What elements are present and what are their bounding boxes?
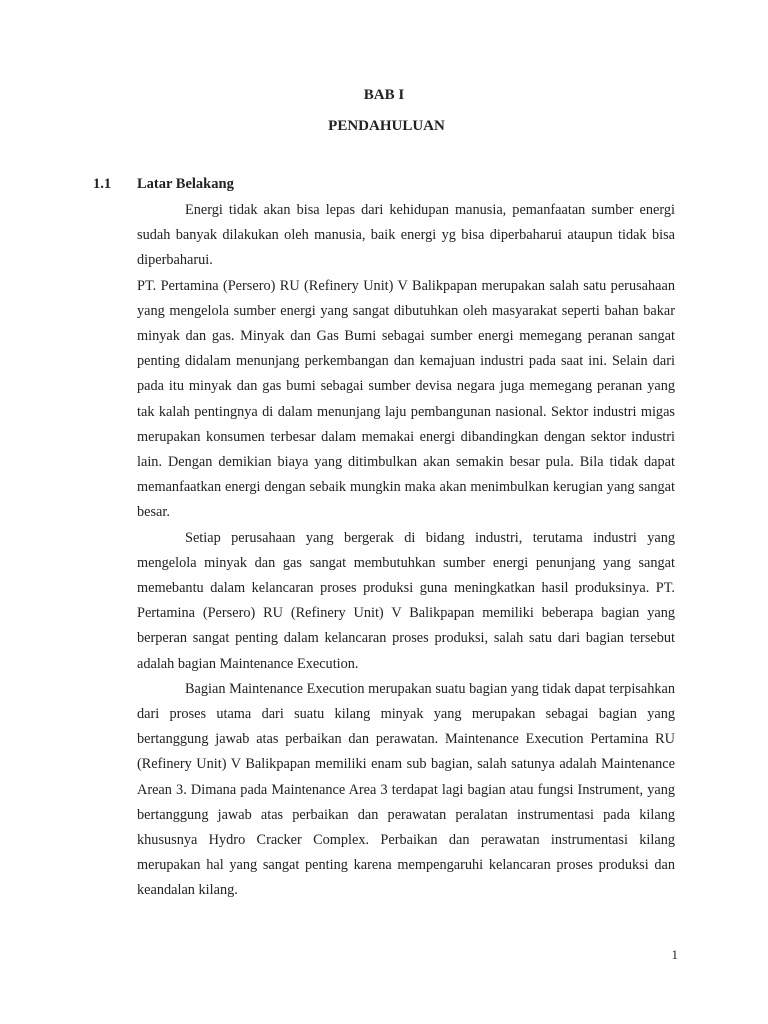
paragraph-2: PT. Pertamina (Persero) RU (Refinery Unit) V Balikpapan merupakan salah satu perusahaan yang mengelola sumber energi yang sangat dibutuhkan oleh masyarakat seperti bahan bakar minyak dan gas. Minyak dan Gas Bumi sebagai sumber energi memegang peranan sangat penting didalam menunjang perkembangan dan kemajuan industri pada saat ini. Selain dari pada itu minyak dan gas bumi sebagai sumber devisa negara juga memegang peranan yang tak kalah pentingnya di dalam menunjang laju pembangunan nasional. Sektor industri migas merupakan konsumen terbesar dalam memakai energi dibandingkan dengan sektor industri lain. Dengan demikian biaya yang ditimbulkan akan semakin besar pula. Bila tidak dapat memanfaatkan energi dengan sebaik mungkin maka akan menimbulkan kerugian yang sangat besar. [137,277,675,521]
chapter-title: PENDAHULUAN [328,118,445,134]
page-number: 1 [671,947,678,962]
section-title: Latar Belakang [137,176,234,192]
body-text [137,198,675,904]
section-heading [93,176,234,193]
section-number: 1.1 [93,176,112,192]
chapter-label: BAB I [363,87,405,103]
paragraph-1: Energi tidak akan bisa lepas dari kehidupan manusia, pemanfaatan sumber energi sudah banyak dilakukan oleh manusia, baik energi yg bisa diperbaharui ataupun tidak bisa diperbaharui. [137,202,675,269]
paragraph-4: Bagian Maintenance Execution merupakan suatu bagian yang tidak dapat terpisahkan dari proses utama dari suatu kilang minyak yang merupakan sebagai bagian yang bertanggung jawab atas perbaikan dan perawatan. Maintenance Execution Pertamina RU (Refinery Unit) V Balikpapan memiliki enam sub bagian, salah satunya adalah Maintenance Arean 3. Dimana pada Maintenance Area 3 terdapat lagi bagian atau fungsi Instrument, yang bertanggung jawab atas perbaikan dan perawatan peralatan instrumentasi pada kilang khususnya Hydro Cracker Complex. Perbaikan dan perawatan instrumentasi kilang merupakan hal yang sangat penting karena mempengaruhi kelancaran proses produksi dan keandalan kilang. [137,680,675,899]
paragraph-3: Setiap perusahaan yang bergerak di bidang industri, terutama industri yang mengelola minyak dan gas sangat membutuhkan sumber energi penunjang yang sangat memebantu dalam kelancaran proses produksi guna meningkatkan hasil produksinya. PT. Pertamina (Persero) RU (Refinery Unit) V Balikpapan memiliki beberapa bagian yang berperan sangat penting dalam kelancaran proses produksi, salah satu dari bagian tersebut adalah bagian Maintenance Execution. [137,529,675,672]
